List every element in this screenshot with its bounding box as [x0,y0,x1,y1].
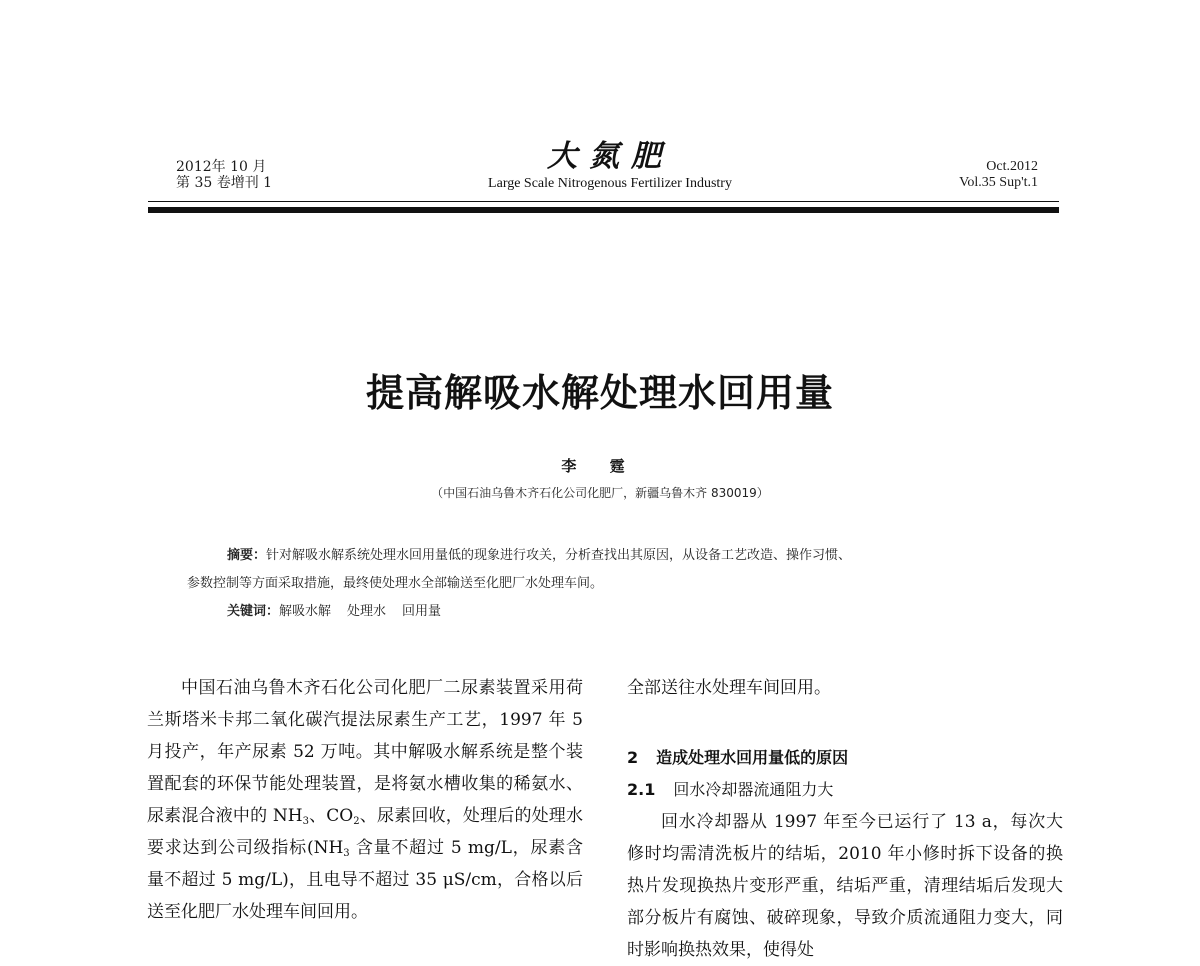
keyword: 解吸水解 [279,604,332,619]
journal-title-cn: 大氮肥 [547,139,673,174]
header-rule-thin [148,201,1059,202]
header-issue-info-en [959,159,1038,191]
body-text-cutoff: 至化肥厂水处理车间回用。 [164,902,368,922]
keywords-label: 关键词： [227,604,280,619]
header-volume-en: Vol.35 Sup't.1 [959,175,1038,190]
abstract-text-1: 针对解吸水解系统处理水回用量低的现象进行攻关，分析查找出其原因，从设备工艺改造、操作习惯、 [266,548,852,563]
section-spacer [627,704,1063,742]
section-heading-2-1 [627,774,1063,806]
article-author: 李 霆 [561,457,639,475]
body-paragraph [147,672,583,928]
body-paragraph-continuation: 全部送往水处理车间回用。 [627,678,831,698]
header-issue-info-cn [176,159,272,191]
article-title: 提高解吸水解处理水回用量 [365,371,834,415]
body-left-column [147,672,583,928]
body-right-column [627,672,1063,966]
abstract-block [187,542,1057,598]
header-rule-thick [148,207,1059,213]
article-affiliation: （中国石油乌鲁木齐石化公司化肥厂，新疆乌鲁木齐 830019） [431,486,769,500]
body-text: 含量不超过 5 mg/L，尿素含量不超过 5 mg/L)，且电导不超过 35 μS/cm，合格以后送 [147,838,583,922]
keywords-block [227,598,457,626]
body-text: 中国石油乌鲁木齐石化公司化肥厂二尿素装置采用荷兰斯塔米卡邦二氧化碳汽提法尿素生产工艺，1997 年 5 月投产，年产尿素 52 万吨。其中解吸水解系统是整个装置配套的环保节能处理装置，是将氨水槽收集的稀氨水、尿素混合液中的 NH [147,678,583,826]
journal-title-en: Large Scale Nitrogenous Fertilizer Industry [488,176,732,191]
journal-masthead [440,140,780,192]
section-heading-2 [627,742,1063,774]
abstract-line-1 [187,542,1057,570]
subsection-number: 2.1 [627,780,656,799]
keyword: 处理水 [347,604,387,619]
header-date-cn: 2012年 10 月 [176,159,267,175]
header-volume-cn: 第 35 卷增刊 1 [176,175,273,191]
subsection-title: 回水冷却器流通阻力大 [673,780,834,799]
subscript: 3 [343,848,350,859]
subscript: 2 [353,816,360,827]
header-date-en: Oct.2012 [986,159,1038,174]
abstract-line-2: 参数控制等方面采取措施，最终使处理水全部输送至化肥厂水处理车间。 [187,576,604,591]
body-text: 、尿素回收，处理后的处理水要求达到公司级指标(NH [147,806,583,858]
section-number: 2 [627,748,639,767]
subscript: 3 [302,816,309,827]
keyword: 回用量 [402,604,442,619]
abstract-label: 摘要： [227,548,267,563]
body-text: 、CO [308,806,354,826]
body-paragraph: 回水冷却器从 1997 年至今已运行了 13 a，每次大修时均需清洗板片的结垢，2010 年小修时拆下设备的换热片发现换热片变形严重，结垢严重，清理结垢后发现大部分板片有腐蚀、破碎现象，导致介质流通阻力变大，同时影响换热效果，使得处 [627,812,1063,960]
section-title: 造成处理水回用量低的原因 [656,748,849,767]
